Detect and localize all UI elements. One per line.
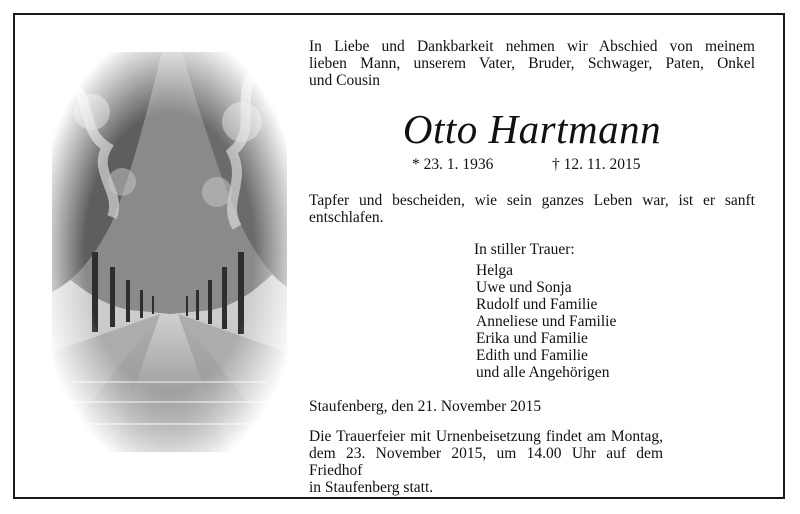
funeral-line: Die Trauerfeier mit Urnenbeisetzung findet am Montag, xyxy=(309,428,663,445)
mourner: Uwe und Sonja xyxy=(476,279,572,296)
mourner: Edith und Familie xyxy=(476,347,588,364)
mourner: und alle Angehörigen xyxy=(476,364,610,381)
intro-line: lieben Mann, unserem Vater, Bruder, Schwager, Paten, Onkel xyxy=(309,55,755,72)
deceased-name: Otto Hartmann xyxy=(402,106,662,152)
intro-line: und Cousin xyxy=(309,72,381,89)
place-and-date: Staufenberg, den 21. November 2015 xyxy=(309,398,542,415)
tree-avenue-photo xyxy=(52,52,287,452)
intro-text xyxy=(309,38,755,89)
birth-date: * 23. 1. 1936 xyxy=(412,156,494,173)
mourning-heading: In stiller Trauer: xyxy=(474,241,575,258)
life-statement-line: Tapfer und bescheiden, wie sein ganzes Leben war, ist er sanft xyxy=(309,192,755,209)
funeral-line: dem 23. November 2015, um 14.00 Uhr auf dem Friedhof xyxy=(309,445,663,479)
mourner: Rudolf und Familie xyxy=(476,296,598,313)
mourner: Anneliese und Familie xyxy=(476,313,617,330)
life-statement-line: entschlafen. xyxy=(309,209,384,226)
intro-line: In Liebe und Dankbarkeit nehmen wir Abschied von meinem xyxy=(309,38,755,55)
funeral-info xyxy=(309,428,663,496)
mourner: Erika und Familie xyxy=(476,330,588,347)
funeral-line: in Staufenberg statt. xyxy=(309,479,434,496)
death-date: † 12. 11. 2015 xyxy=(552,156,641,173)
mourner: Helga xyxy=(476,262,514,279)
life-statement xyxy=(309,192,755,226)
mourners-list xyxy=(476,262,616,381)
